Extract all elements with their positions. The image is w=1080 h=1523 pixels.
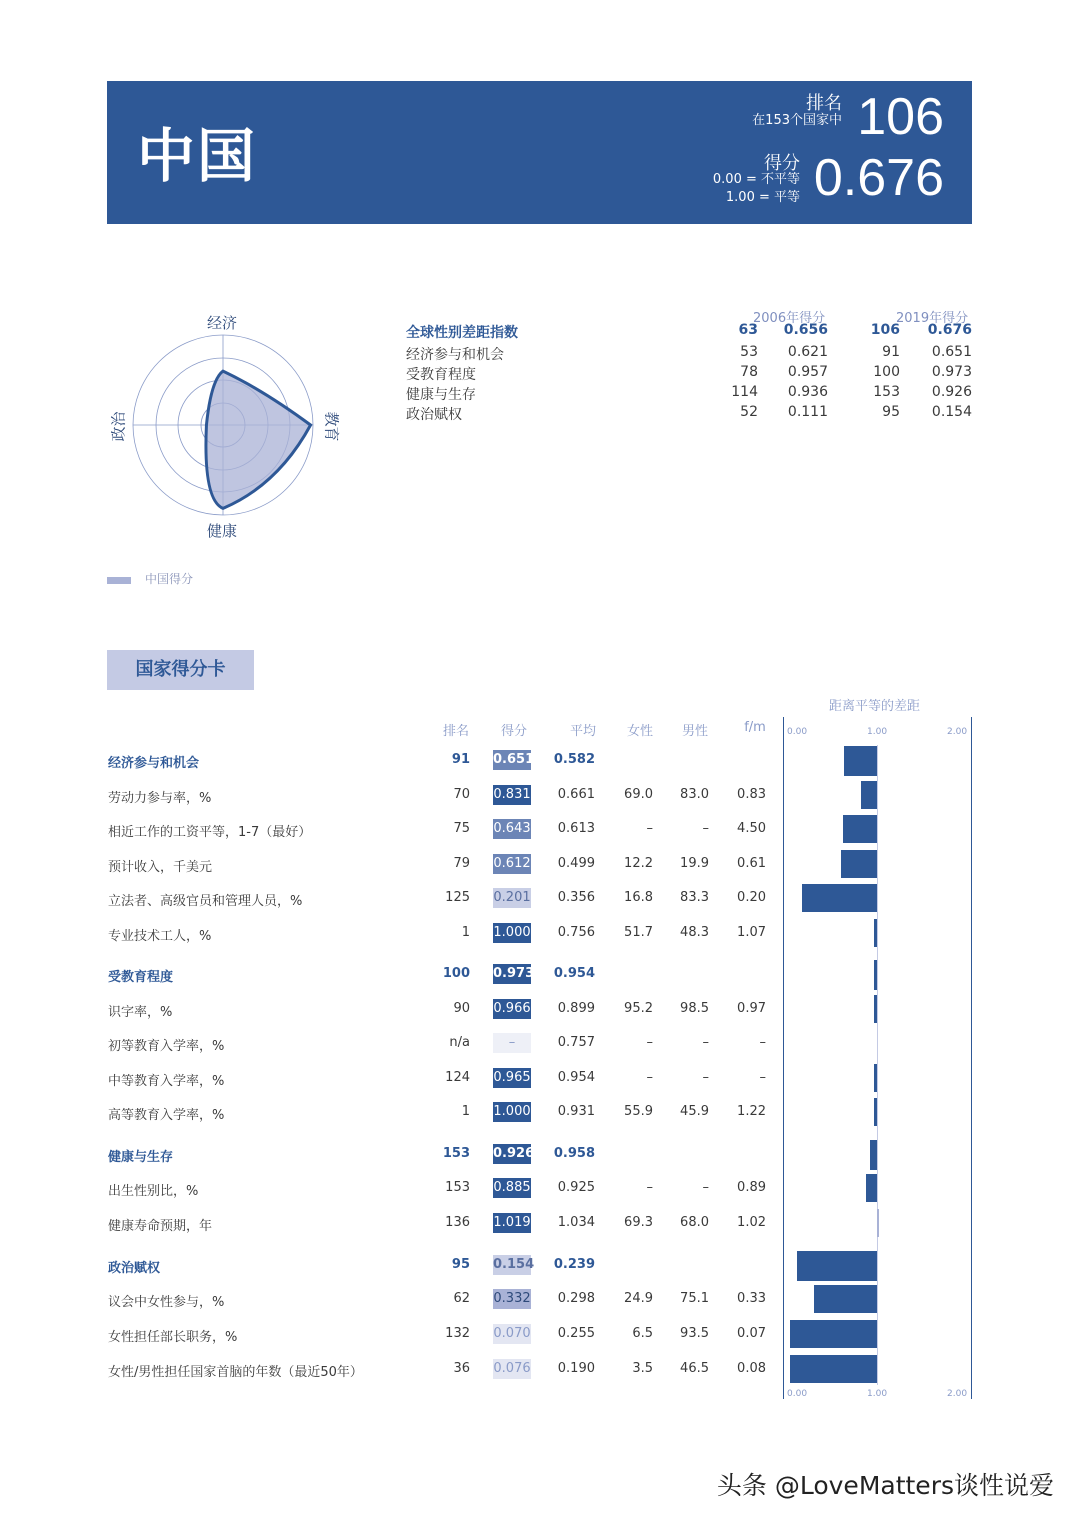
gap-bar (814, 1285, 877, 1313)
fm-ratio-cell: 4.50 (737, 821, 766, 836)
gap-scale-line-1 (877, 745, 878, 1385)
fm-ratio-cell: 1.02 (737, 1215, 766, 1230)
male-cell: – (702, 1070, 709, 1085)
summary-score-2019: 0.676 (927, 322, 972, 338)
summary-score-2019: 0.926 (931, 384, 972, 400)
score-cell: 0.973 (493, 964, 531, 984)
legend-label: 中国得分 (145, 572, 194, 586)
average-cell: 0.582 (553, 752, 595, 767)
female-cell: 24.9 (624, 1291, 653, 1306)
female-cell: 12.2 (624, 856, 653, 871)
watermark: 头条 @LoveMatters谈性说爱 (716, 1471, 1054, 1500)
rank-cell: 153 (445, 1180, 470, 1195)
summary-row-label: 政治赋权 (406, 407, 462, 423)
col-head-rank: 排名 (442, 724, 469, 739)
average-cell: 0.954 (557, 1070, 595, 1085)
col-head-male: 男性 (681, 724, 708, 739)
score-cell: 1.000 (493, 923, 531, 943)
indicator-label: 女性/男性担任国家首脑的年数（最近50年） (108, 1365, 363, 1380)
score-cell: – (493, 1033, 531, 1053)
score-cell: 1.000 (493, 1102, 531, 1122)
average-cell: 0.613 (557, 821, 595, 836)
male-cell: 83.3 (680, 890, 709, 905)
gap-scale-top-1: 1.00 (867, 727, 888, 737)
header-banner (107, 81, 972, 224)
score-cell: 0.965 (493, 1068, 531, 1088)
summary-rank-2019: 153 (873, 384, 900, 400)
male-cell: – (702, 1180, 709, 1195)
col-head-female: 女性 (626, 724, 653, 739)
gap-bar (861, 781, 877, 809)
rank-cell: 1 (461, 1104, 470, 1119)
col-head-score: 得分 (500, 724, 527, 739)
male-cell: 19.9 (680, 856, 709, 871)
male-cell: 93.5 (680, 1326, 709, 1341)
indicator-label: 专业技术工人，% (108, 929, 212, 944)
score-cell: 0.612 (493, 854, 531, 874)
scorecard-title: 国家得分卡 (107, 650, 254, 690)
summary-row-label: 健康与生存 (406, 387, 476, 403)
fm-ratio-cell: 1.22 (737, 1104, 766, 1119)
gap-scale-line-0 (783, 717, 784, 1399)
summary-score-2006: 0.621 (787, 344, 828, 360)
average-cell: 0.190 (557, 1361, 595, 1376)
summary-col-2006: 2006年得分 (753, 311, 826, 326)
rank-cell: 70 (453, 787, 470, 802)
score-subtitle-2: 1.00 = 平等 (725, 190, 800, 205)
indicator-label: 中等教育入学率，% (108, 1074, 225, 1089)
rank-cell: 62 (453, 1291, 470, 1306)
rank-cell: n/a (449, 1035, 470, 1050)
fm-ratio-cell: 0.20 (737, 890, 766, 905)
col-head-average: 平均 (569, 724, 596, 739)
indicator-label: 高等教育入学率，% (108, 1108, 225, 1123)
summary-score-2019: 0.651 (931, 344, 972, 360)
gap-scale-line-2 (971, 717, 972, 1399)
indicator-label: 健康寿命预期，年 (108, 1219, 213, 1234)
gap-scale-bottom-2: 2.00 (947, 1389, 968, 1399)
gap-bar (790, 1355, 877, 1383)
summary-row-label: 受教育程度 (406, 367, 476, 383)
rank-cell: 124 (445, 1070, 470, 1085)
summary-score-2019: 0.973 (931, 364, 972, 380)
indicator-label: 劳动力参与率，% (108, 791, 212, 806)
average-cell: 0.757 (557, 1035, 595, 1050)
summary-rank-2019: 91 (882, 344, 900, 360)
average-cell: 0.899 (557, 1001, 595, 1016)
fm-ratio-cell: 0.97 (737, 1001, 766, 1016)
average-cell: 0.356 (557, 890, 595, 905)
male-cell: 45.9 (680, 1104, 709, 1119)
summary-row-label: 经济参与和机会 (406, 347, 504, 363)
category-label: 经济参与和机会 (108, 756, 200, 771)
average-cell: 0.255 (557, 1326, 595, 1341)
indicator-label: 识字率，% (108, 1005, 173, 1020)
indicator-label: 出生性别比，% (108, 1184, 199, 1199)
summary-score-2006: 0.957 (787, 364, 828, 380)
gap-scale-top-0: 0.00 (787, 727, 808, 737)
gap-scale-top-2: 2.00 (947, 727, 968, 737)
summary-score-2019: 0.154 (931, 404, 972, 420)
summary-score-2006: 0.936 (787, 384, 828, 400)
average-cell: 0.298 (557, 1291, 595, 1306)
category-label: 政治赋权 (108, 1261, 161, 1276)
average-cell: 1.034 (557, 1215, 595, 1230)
score-cell: 0.651 (493, 750, 531, 770)
average-cell: 0.756 (557, 925, 595, 940)
average-cell: 0.499 (557, 856, 595, 871)
rank-cell: 75 (453, 821, 470, 836)
rank-cell: 136 (445, 1215, 470, 1230)
col-head-fm: f/m (744, 720, 766, 735)
indicator-label: 相近工作的工资平等，1-7（最好） (108, 825, 312, 840)
rank-cell: 36 (453, 1361, 470, 1376)
score-cell: 0.332 (493, 1289, 531, 1309)
rank-cell: 95 (451, 1257, 470, 1272)
male-cell: 48.3 (680, 925, 709, 940)
female-cell: 6.5 (632, 1326, 653, 1341)
male-cell: 83.0 (680, 787, 709, 802)
rank-cell: 100 (442, 966, 470, 981)
rank-value: 106 (857, 88, 944, 146)
gap-bar (797, 1251, 877, 1281)
rank-subtitle: 在153个国家中 (752, 113, 842, 128)
country-name: 中国 (137, 122, 258, 190)
gap-bar (790, 1320, 877, 1348)
gap-bar (874, 960, 877, 990)
female-cell: 51.7 (624, 925, 653, 940)
summary-rank-2006: 78 (740, 364, 758, 380)
score-cell: 0.070 (493, 1324, 531, 1344)
rank-cell: 79 (453, 856, 470, 871)
rank-label: 排名 (806, 93, 842, 114)
indicator-label: 预计收入，千美元 (108, 860, 213, 875)
summary-score-2006: 0.111 (787, 404, 828, 420)
female-cell: 69.0 (624, 787, 653, 802)
summary-rank-2019: 100 (873, 364, 900, 380)
legend-swatch (107, 577, 131, 584)
rank-cell: 132 (445, 1326, 470, 1341)
summary-rank-2019: 95 (882, 404, 900, 420)
average-cell: 0.925 (557, 1180, 595, 1195)
average-cell: 0.661 (557, 787, 595, 802)
rank-cell: 125 (445, 890, 470, 905)
gap-bar (866, 1174, 877, 1202)
score-cell: 0.926 (493, 1144, 531, 1164)
summary-rank-2019: 106 (870, 322, 900, 338)
female-cell: – (646, 1180, 653, 1195)
fm-ratio-cell: 0.07 (737, 1326, 766, 1341)
radar-svg (107, 300, 347, 550)
radar-axis-label-economy: 经济 (207, 314, 238, 332)
male-cell: – (702, 1035, 709, 1050)
fm-ratio-cell: – (759, 1070, 766, 1085)
male-cell: – (702, 821, 709, 836)
score-cell: 0.154 (493, 1255, 531, 1275)
gap-bar (874, 1064, 877, 1092)
female-cell: – (646, 821, 653, 836)
average-cell: 0.931 (557, 1104, 595, 1119)
score-cell: 0.201 (493, 888, 531, 908)
score-cell: 1.019 (493, 1213, 531, 1233)
gap-bar (843, 815, 877, 843)
fm-ratio-cell: 0.61 (737, 856, 766, 871)
male-cell: 68.0 (680, 1215, 709, 1230)
score-cell: 0.076 (493, 1359, 531, 1379)
fm-ratio-cell: 0.08 (737, 1361, 766, 1376)
radar-chart (107, 300, 347, 550)
rank-cell: 90 (453, 1001, 470, 1016)
rank-cell: 91 (451, 752, 470, 767)
fm-ratio-cell: – (759, 1035, 766, 1050)
score-cell: 0.885 (493, 1178, 531, 1198)
gap-chart-title: 距离平等的差距 (829, 699, 921, 714)
male-cell: 75.1 (680, 1291, 709, 1306)
female-cell: 95.2 (624, 1001, 653, 1016)
summary-rank-2006: 52 (740, 404, 758, 420)
female-cell: 3.5 (632, 1361, 653, 1376)
indicator-label: 初等教育入学率，% (108, 1039, 225, 1054)
summary-col-2019: 2019年得分 (896, 311, 969, 326)
average-cell: 0.954 (553, 966, 595, 981)
female-cell: – (646, 1035, 653, 1050)
summary-rank-2006: 63 (738, 322, 758, 338)
score-label: 得分 (764, 153, 800, 174)
gap-bar (841, 850, 877, 878)
female-cell: 55.9 (624, 1104, 653, 1119)
female-cell: 69.3 (624, 1215, 653, 1230)
score-cell: 0.643 (493, 819, 531, 839)
fm-ratio-cell: 0.89 (737, 1180, 766, 1195)
gap-bar (874, 1098, 877, 1126)
fm-ratio-cell: 0.83 (737, 787, 766, 802)
gap-bar (874, 995, 877, 1023)
summary-row-label: 全球性别差距指数 (406, 325, 518, 341)
score-cell: 0.966 (493, 999, 531, 1019)
gap-bar (877, 1209, 879, 1237)
male-cell: 46.5 (680, 1361, 709, 1376)
radar-axis-label-education: 教育 (322, 411, 341, 442)
summary-score-2006: 0.656 (783, 322, 828, 338)
indicator-label: 议会中女性参与，% (108, 1295, 225, 1310)
category-label: 受教育程度 (108, 970, 174, 985)
gap-bar (802, 884, 877, 912)
summary-rank-2006: 114 (731, 384, 758, 400)
female-cell: – (646, 1070, 653, 1085)
gap-bar (844, 746, 877, 776)
indicator-label: 立法者、高级官员和管理人员，% (108, 894, 303, 909)
male-cell: 98.5 (680, 1001, 709, 1016)
gap-bar (870, 1140, 877, 1170)
summary-rank-2006: 53 (740, 344, 758, 360)
average-cell: 0.239 (553, 1257, 595, 1272)
indicator-label: 女性担任部长职务，% (108, 1330, 238, 1345)
radar-axis-label-politics: 政治 (109, 411, 128, 442)
rank-cell: 153 (442, 1146, 470, 1161)
fm-ratio-cell: 1.07 (737, 925, 766, 940)
gap-scale-bottom-0: 0.00 (787, 1389, 808, 1399)
category-label: 健康与生存 (108, 1150, 174, 1165)
female-cell: 16.8 (624, 890, 653, 905)
gap-bar (874, 919, 877, 947)
score-subtitle-1: 0.00 = 不平等 (712, 172, 800, 187)
score-value: 0.676 (813, 149, 944, 207)
average-cell: 0.958 (553, 1146, 595, 1161)
rank-cell: 1 (461, 925, 470, 940)
gap-scale-bottom-1: 1.00 (867, 1389, 888, 1399)
score-cell: 0.831 (493, 785, 531, 805)
radar-axis-label-health: 健康 (207, 522, 238, 540)
fm-ratio-cell: 0.33 (737, 1291, 766, 1306)
